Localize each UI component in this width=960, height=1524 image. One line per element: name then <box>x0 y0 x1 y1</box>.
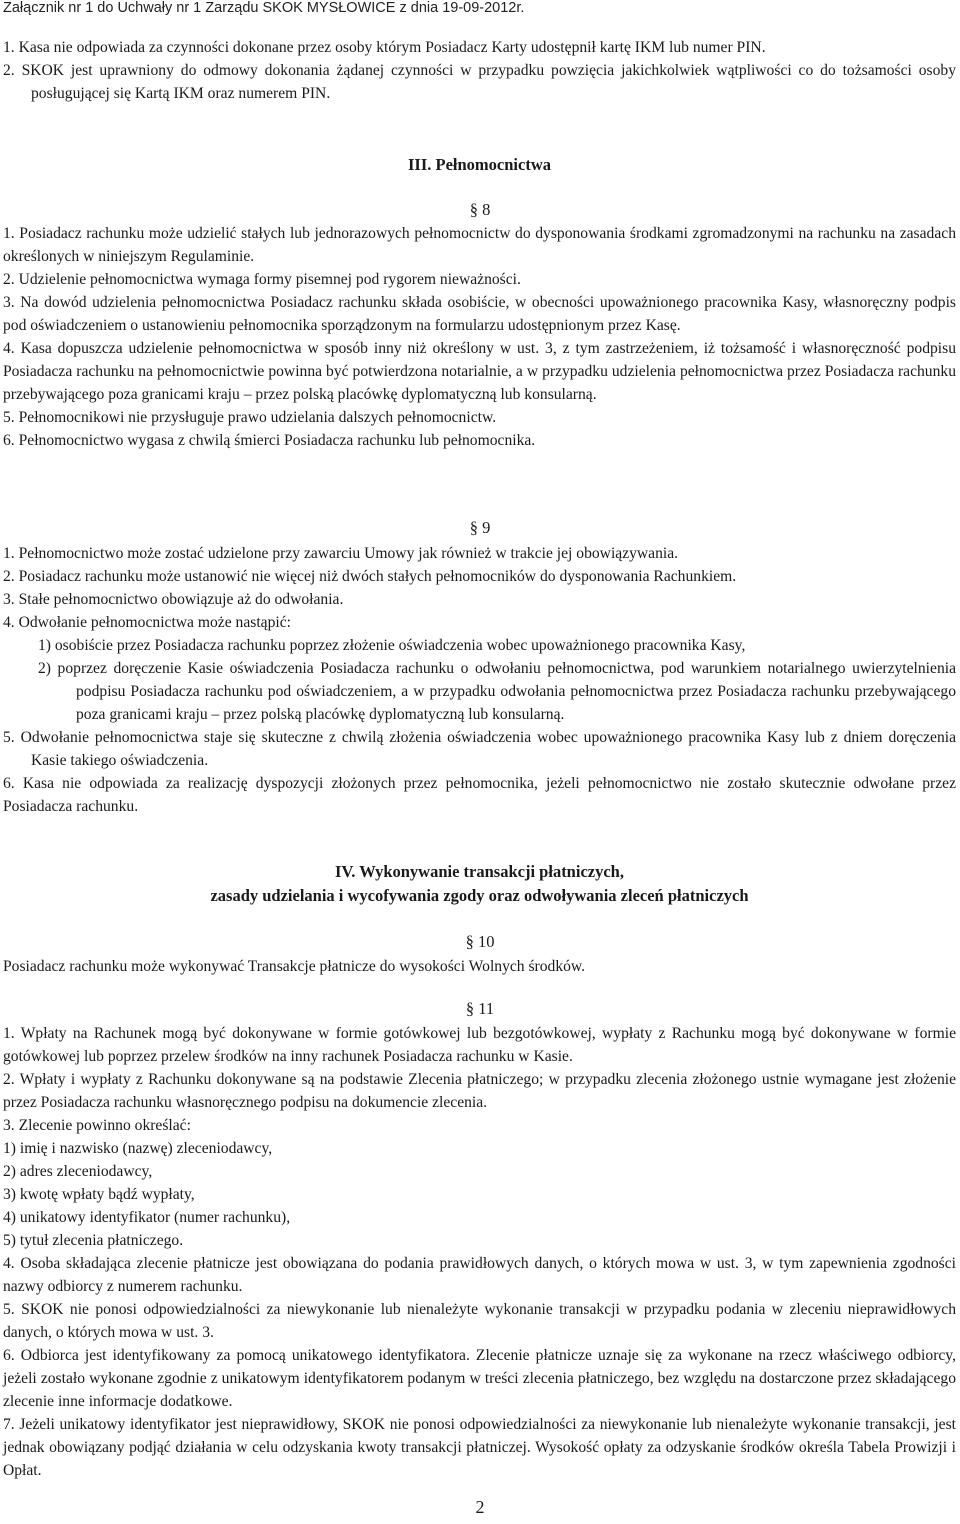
sub-list-item: 1) osobiście przez Posiadacza rachunku poprzez złożenie oświadczenia wobec upoważnionego pracownika Kasy, <box>38 637 746 654</box>
document-header: Załącznik nr 1 do Uchwały nr 1 Zarządu SKOK MYSŁOWICE z dnia 19-09-2012r. <box>3 0 525 16</box>
list-item: 3. Stałe pełnomocnictwo obowiązuje aż do odwołania. <box>3 591 344 608</box>
intro-item: 2. SKOK jest uprawniony do odmowy dokonania żądanej czynności w przypadku powzięcia jakichkolwiek wątpliwości co do tożsamości osoby posługującej się Kartą IKM oraz numerem PIN. <box>3 62 956 102</box>
paragraph-9-items <box>3 542 956 818</box>
paragraph-11-items <box>3 1022 956 1482</box>
list-item: 4) unikatowy identyfikator (numer rachunku), <box>3 1209 291 1226</box>
list-item: 6. Odbiorca jest identyfikowany za pomocą unikatowego identyfikatora. Zlecenie płatnicze uznaje się za wykonane na rzecz właściwego odbiorcy, jeżeli zostało wykonane zgodnie z unikatowym identyfikatorem podanym w treści zlecenia płatniczego, bez względu na dostarczone przez składającego zlecenie inne informacje dodatkowe. <box>3 1347 956 1410</box>
paragraph-8-items <box>3 222 956 452</box>
list-item: 3. Na dowód udzielenia pełnomocnictwa Posiadacz rachunku składa osobiście, w obecności upoważnionego pracownika Kasy, własnoręczny podpis pod oświadczeniem o ustanowieniu pełnomocnika sporządzonym na formularzu udostępnionym przez Kasę. <box>3 294 956 334</box>
sub-list-item: 2) poprzez doręczenie Kasie oświadczenia Posiadacza rachunku o odwołaniu pełnomocnictwa, pod warunkiem notarialnego uwierzytelnienia podpisu Posiadacza rachunku pod oświadczeniem, a w przypadku odwołania pełnomocnictwa przez Posiadacza rachunku przebywającego poza granicami kraju – przez polską placówkę dyplomatyczną lub konsularną. <box>38 660 956 723</box>
list-item: 1) imię i nazwisko (nazwę) zleceniodawcy, <box>3 1140 273 1157</box>
paragraph-9-number: § 9 <box>469 518 491 537</box>
list-item: 2. Wpłaty i wypłaty z Rachunku dokonywane są na podstawie Zlecenia płatniczego; w przypadku zlecenia złożonego ustnie wymagane jest złożenie przez Posiadacza rachunku własnoręcznego podpisu na dokumencie zlecenia. <box>3 1071 956 1111</box>
list-item: 1. Pełnomocnictwo może zostać udzielone przy zawarciu Umowy jak również w trakcie jej obowiązywania. <box>3 545 679 562</box>
page-number: 2 <box>475 1497 485 1517</box>
list-item: 4. Kasa dopuszcza udzielenie pełnomocnictwa w sposób inny niż określony w ust. 3, z tym zastrzeżeniem, iż tożsamość i własnoręczność podpisu Posiadacza rachunku na pełnomocnictwie powinna być potwierdzona notarialnie, a w przypadku udzielenia pełnomocnictwa przez Posiadacza rachunku przebywającego poza granicami kraju – przez polską placówkę dyplomatyczną lub konsularną. <box>3 340 956 403</box>
list-item: 7. Jeżeli unikatowy identyfikator jest nieprawidłowy, SKOK nie ponosi odpowiedzialności za niewykonanie lub nienależyte wykonanie transakcji, jest jednak obowiązany podjąć działania w celu odzyskania kwoty transakcji płatniczej. Wysokość opłaty za odzyskanie środków określa Tabela Prowizji i Opłat. <box>3 1416 956 1479</box>
section-3-title: III. Pełnomocnictwa <box>408 155 551 174</box>
paragraph-text: Posiadacz rachunku może wykonywać Transakcje płatnicze do wysokości Wolnych środków. <box>3 958 586 975</box>
list-item: 2. Posiadacz rachunku może ustanowić nie więcej niż dwóch stałych pełnomocników do dysponowania Rachunkiem. <box>3 568 737 585</box>
list-item: 5. Odwołanie pełnomocnictwa staje się skuteczne z chwilą złożenia oświadczenia wobec upoważnionego pracownika Kasy lub z dniem doręczenia Kasie takiego oświadczenia. <box>3 729 956 769</box>
list-item: 2) adres zleceniodawcy, <box>3 1163 153 1180</box>
list-item: 5) tytuł zlecenia płatniczego. <box>3 1232 184 1249</box>
paragraph-8-number: § 8 <box>469 200 491 219</box>
paragraph-10-text <box>3 955 956 978</box>
list-item: 1. Posiadacz rachunku może udzielić stałych lub jednorazowych pełnomocnictw do dysponowania środkami zgromadzonymi na rachunku na zasadach określonych w niniejszym Regulaminie. <box>3 225 956 265</box>
section-4-title-line2: zasady udzielania i wycofywania zgody oraz odwoływania zleceń płatniczych <box>210 886 749 905</box>
section-sign: § <box>469 518 483 537</box>
list-item: 6. Pełnomocnictwo wygasa z chwilą śmierci Posiadacza rachunku lub pełnomocnika. <box>3 432 536 449</box>
list-item: 3. Zlecenie powinno określać: <box>3 1117 191 1134</box>
section-sign: § <box>465 932 478 951</box>
section-sign: § <box>469 200 483 219</box>
list-item: 1. Wpłaty na Rachunek mogą być dokonywane w formie gotówkowej lub bezgotówkowej, wypłaty z Rachunku mogą być dokonywane w formie gotówkowej lub poprzez przelew środków na inny rachunek Posiadacza rachunku w Kasie. <box>3 1025 956 1065</box>
list-item: 5. Pełnomocnikowi nie przysługuje prawo udzielania dalszych pełnomocnictw. <box>3 409 497 426</box>
list-item: 5. SKOK nie ponosi odpowiedzialności za niewykonanie lub nienależyte wykonanie transakcji w przypadku podania w zleceniu nieprawidłowych danych, o których mowa w ust. 3. <box>3 1301 956 1341</box>
intro-block <box>3 36 956 105</box>
list-item: 4. Osoba składająca zlecenie płatnicze jest obowiązana do podania prawidłowych danych, o których mowa w ust. 3, w tym zapewnienia zgodności nazwy odbiorcy z numerem rachunku. <box>3 1255 956 1295</box>
list-item: 4. Odwołanie pełnomocnictwa może nastąpić: <box>3 614 291 631</box>
list-item: 3) kwotę wpłaty bądź wypłaty, <box>3 1186 195 1203</box>
section-sign: § <box>465 999 479 1018</box>
section-4-title-line1: IV. Wykonywanie transakcji płatniczych, <box>335 862 624 881</box>
paragraph-11-number: § 11 <box>465 999 495 1018</box>
paragraph-10-number: § 10 <box>465 932 495 951</box>
intro-item: 1. Kasa nie odpowiada za czynności dokonane przez osoby którym Posiadacz Karty udostępnił kartę IKM lub numer PIN. <box>3 39 766 56</box>
list-item: 6. Kasa nie odpowiada za realizację dyspozycji złożonych przez pełnomocnika, jeżeli pełnomocnictwo nie zostało skutecznie odwołane przez Posiadacza rachunku. <box>3 775 956 815</box>
list-item: 2. Udzielenie pełnomocnictwa wymaga formy pisemnej pod rygorem nieważności. <box>3 271 521 288</box>
